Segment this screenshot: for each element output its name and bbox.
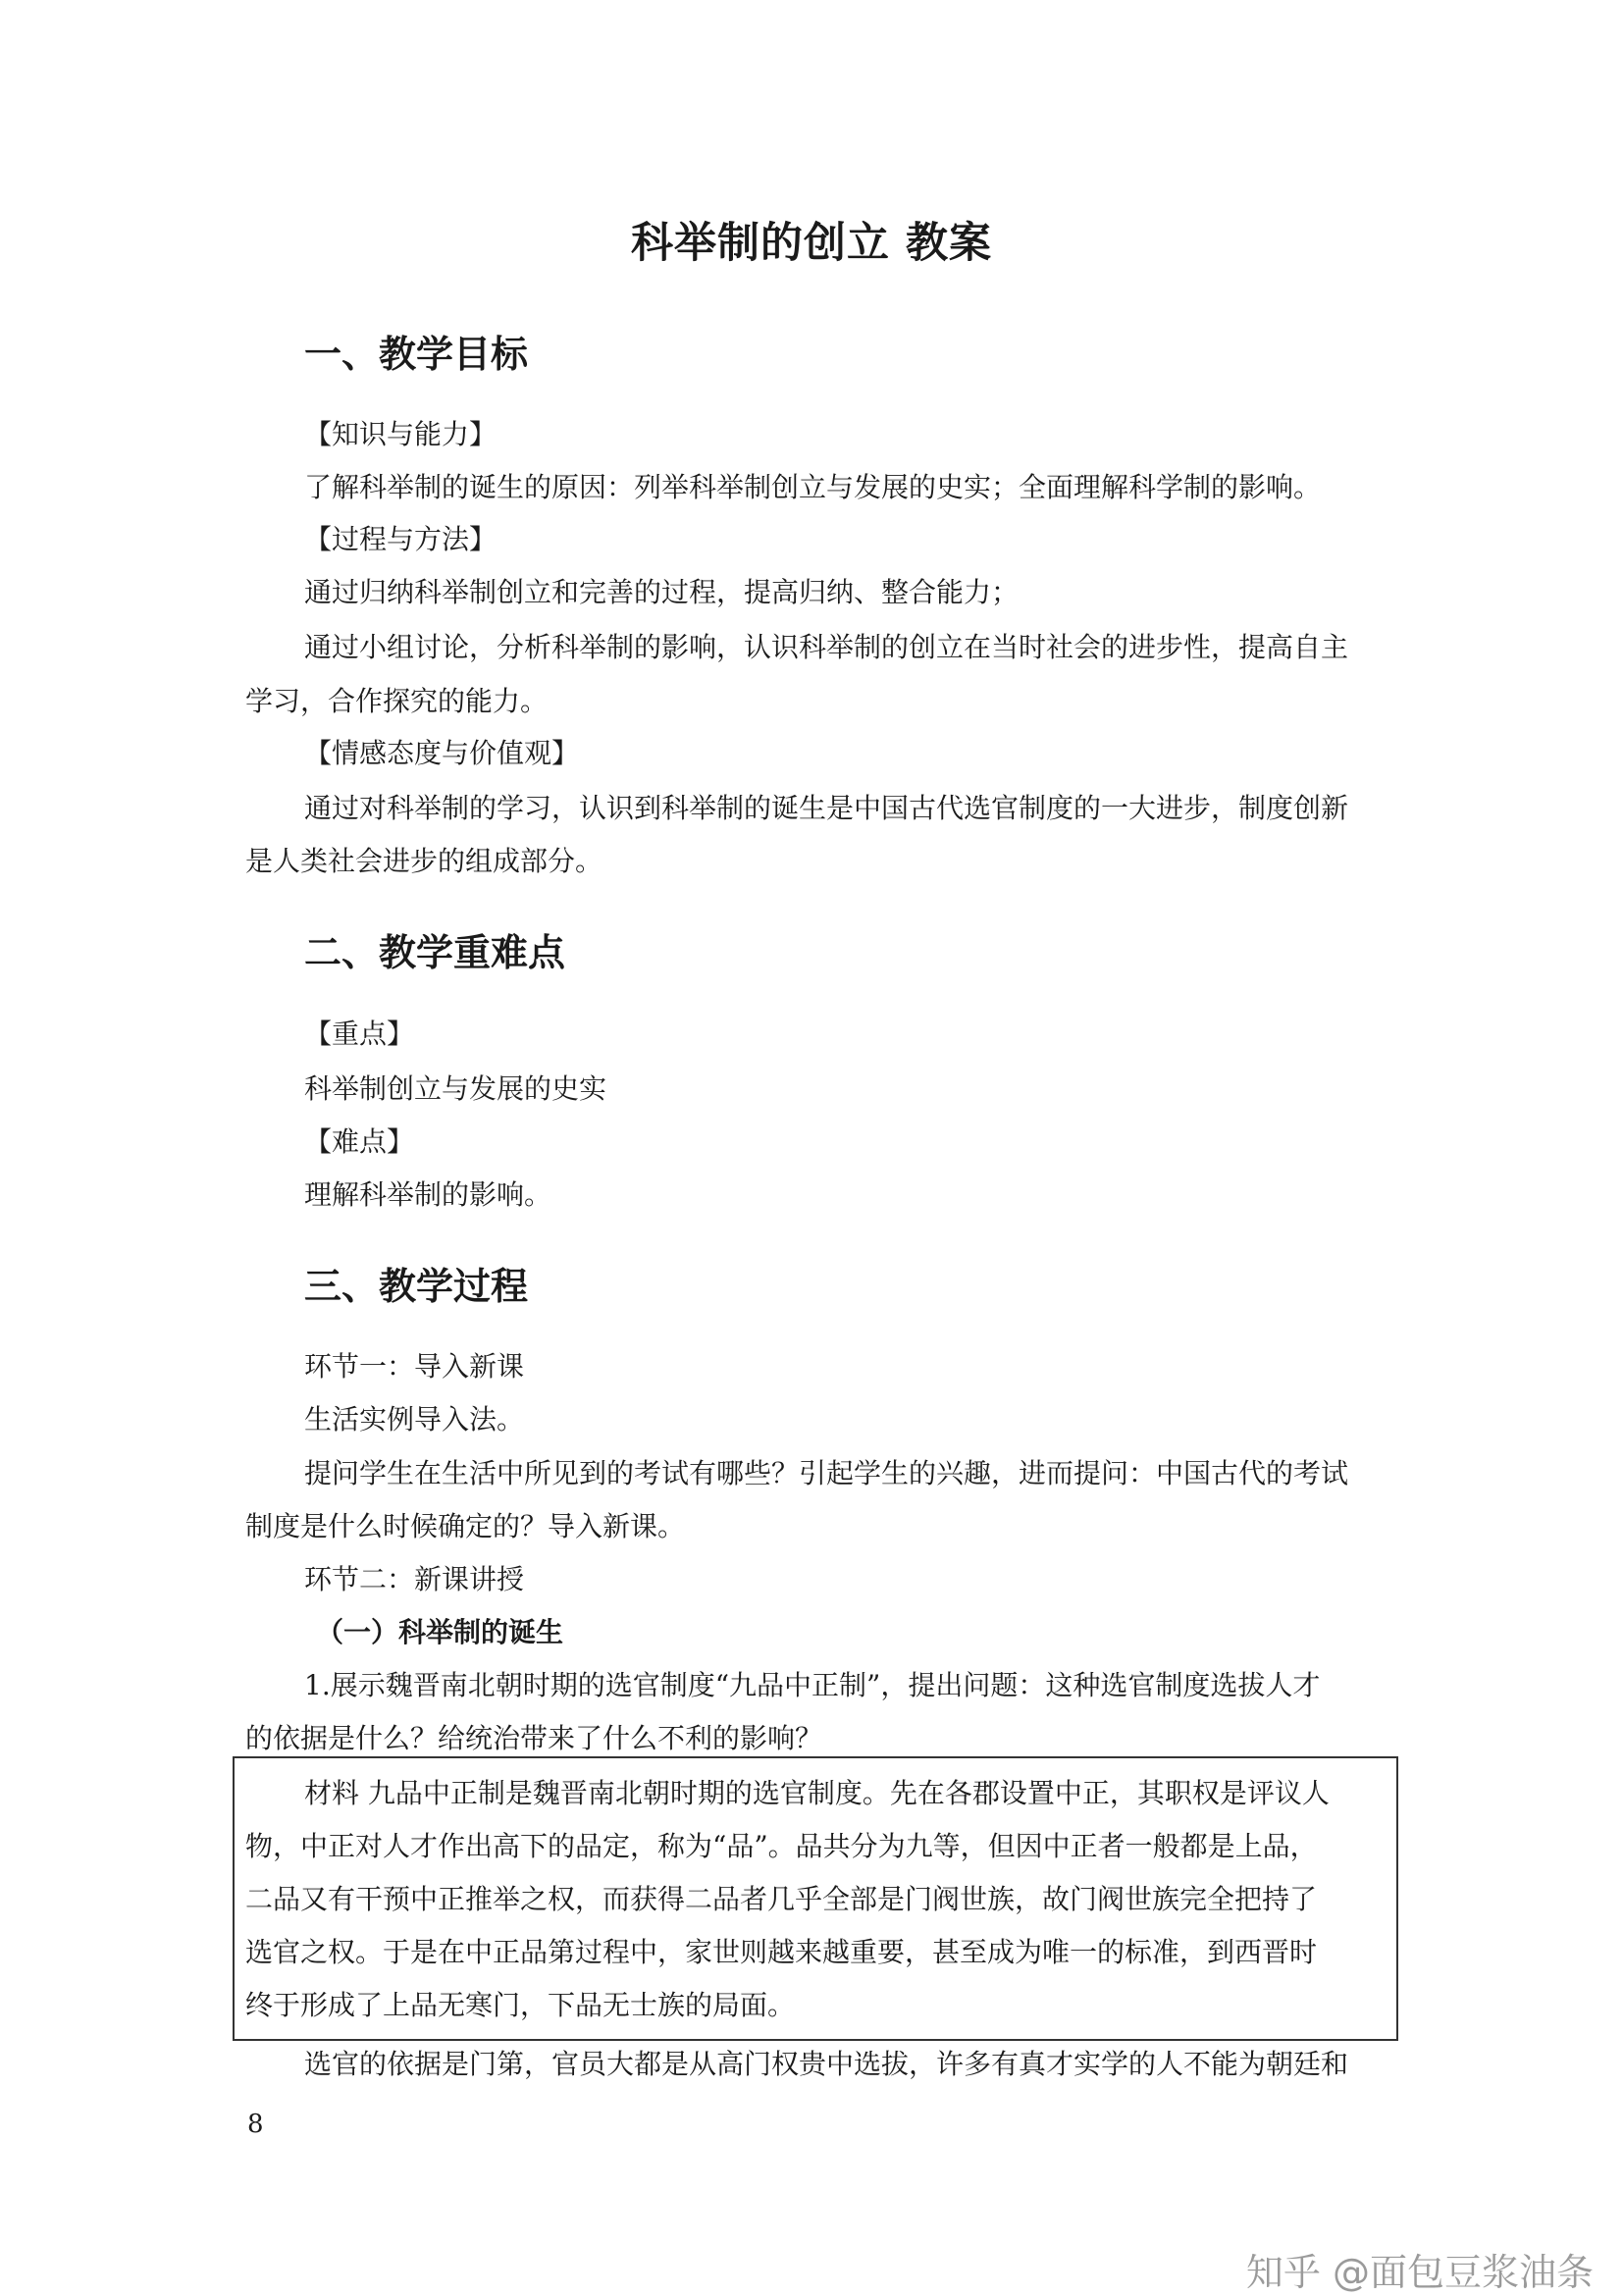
text-process-2a: 通过小组讨论，分析科举制的影响，认识科举制的创立在当时社会的进步性，提高自主 bbox=[304, 631, 1349, 663]
text-knowledge: 了解科举制的诞生的原因：列举科举制创立与发展的史实；全面理解科学制的影响。 bbox=[304, 471, 1322, 503]
material-line-1: 材料 九品中正制是魏晋南北朝时期的选官制度。先在各郡设置中正，其职权是评议人 bbox=[304, 1777, 1330, 1809]
item-1b: 的依据是什么？给统治带来了什么不利的影响？ bbox=[245, 1722, 823, 1754]
after-material: 选官的依据是门第，官员大都是从高门权贵中选拔，许多有真才实学的人不能为朝廷和 bbox=[304, 2048, 1349, 2080]
text-difficulty: 理解科举制的影响。 bbox=[304, 1178, 552, 1211]
label-knowledge: 【知识与能力】 bbox=[304, 418, 497, 450]
section-heading-key-points: 二、教学重难点 bbox=[304, 931, 566, 974]
material-line-4: 选官之权。于是在中正品第过程中，家世则越来越重要，甚至成为唯一的标准，到西晋时 bbox=[245, 1936, 1318, 1968]
item-1a: 1.展示魏晋南北朝时期的选官制度“九品中正制”，提出问题：这种选官制度选拔人才 bbox=[304, 1669, 1321, 1701]
subheading-origin: （一）科举制的诞生 bbox=[316, 1616, 564, 1648]
material-line-5: 终于形成了上品无寒门，下品无士族的局面。 bbox=[245, 1989, 796, 2021]
text-process-2b: 学习，合作探究的能力。 bbox=[245, 685, 549, 717]
text-key: 科举制创立与发展的史实 bbox=[304, 1072, 607, 1105]
label-key: 【重点】 bbox=[304, 1018, 415, 1050]
step-two: 环节二：新课讲授 bbox=[304, 1563, 525, 1595]
material-line-2: 物，中正对人才作出高下的品定，称为“品”。品共分为九等，但因中正者一般都是上品， bbox=[245, 1830, 1318, 1862]
section-heading-objectives: 一、教学目标 bbox=[304, 333, 529, 376]
text-process-1: 通过归纳科举制创立和完善的过程，提高归纳、整合能力； bbox=[304, 576, 1020, 608]
material-line-3: 二品又有干预中正推举之权，而获得二品者几乎全部是门阀世族，故门阀世族完全把持了 bbox=[245, 1883, 1318, 1915]
text-emotion-b: 是人类社会进步的组成部分。 bbox=[245, 845, 603, 877]
section-heading-process: 三、教学过程 bbox=[304, 1265, 529, 1308]
watermark: 知乎 @面包豆浆油条 bbox=[1245, 2251, 1594, 2294]
intro-method: 生活实例导入法。 bbox=[304, 1403, 525, 1435]
label-emotion: 【情感态度与价值观】 bbox=[304, 737, 580, 769]
label-difficulty: 【难点】 bbox=[304, 1125, 415, 1158]
step-one: 环节一：导入新课 bbox=[304, 1350, 525, 1383]
question-a: 提问学生在生活中所见到的考试有哪些？引起学生的兴趣，进而提问：中国古代的考试 bbox=[304, 1457, 1349, 1489]
page-number: 8 bbox=[247, 2110, 264, 2139]
page-title: 科举制的创立 教案 bbox=[631, 219, 992, 268]
question-b: 制度是什么时候确定的？导入新课。 bbox=[245, 1510, 686, 1542]
label-process: 【过程与方法】 bbox=[304, 523, 497, 555]
text-emotion-a: 通过对科举制的学习，认识到科举制的诞生是中国古代选官制度的一大进步，制度创新 bbox=[304, 792, 1349, 824]
